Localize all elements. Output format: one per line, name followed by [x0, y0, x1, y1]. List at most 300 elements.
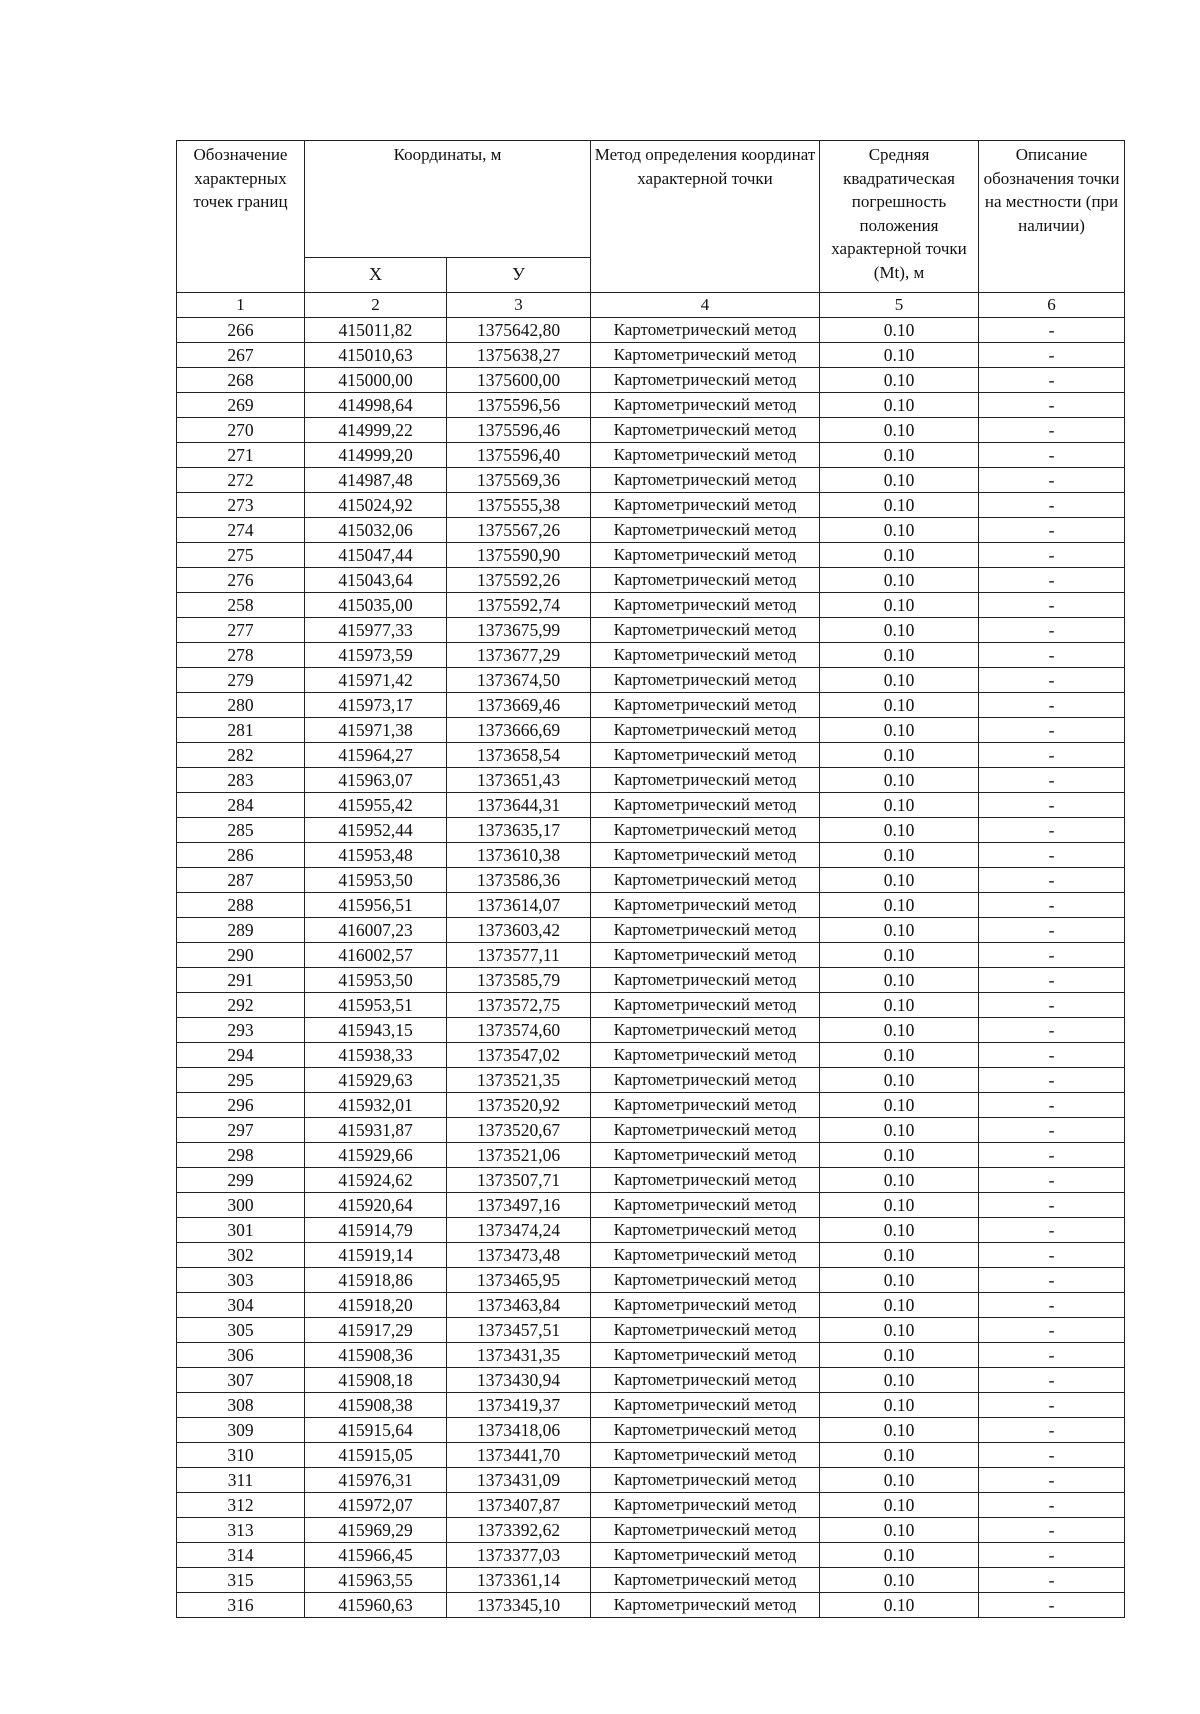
point-number-cell: 285 [177, 818, 305, 843]
table-row [177, 1068, 1125, 1093]
description-cell: - [979, 893, 1125, 918]
error-cell: 0.10 [820, 918, 979, 943]
error-cell: 0.10 [820, 1393, 979, 1418]
method-cell: Картометрический метод [591, 718, 820, 743]
table-row [177, 343, 1125, 368]
error-cell: 0.10 [820, 743, 979, 768]
point-number-cell: 277 [177, 618, 305, 643]
method-cell: Картометрический метод [591, 643, 820, 668]
table-row [177, 1218, 1125, 1243]
description-cell: - [979, 343, 1125, 368]
x-coordinate-cell: 415917,29 [305, 1318, 447, 1343]
description-cell: - [979, 1193, 1125, 1218]
x-coordinate-cell: 414999,22 [305, 418, 447, 443]
error-cell: 0.10 [820, 1168, 979, 1193]
point-number-cell: 276 [177, 568, 305, 593]
point-number-cell: 282 [177, 743, 305, 768]
y-coordinate-cell: 1373603,42 [447, 918, 591, 943]
point-number-cell: 308 [177, 1393, 305, 1418]
y-coordinate-cell: 1373521,35 [447, 1068, 591, 1093]
point-number-cell: 286 [177, 843, 305, 868]
table-row [177, 868, 1125, 893]
description-cell: - [979, 543, 1125, 568]
y-coordinate-cell: 1373586,36 [447, 868, 591, 893]
table-row [177, 543, 1125, 568]
x-coordinate-cell: 414998,64 [305, 393, 447, 418]
method-cell: Картометрический метод [591, 1018, 820, 1043]
description-cell: - [979, 1418, 1125, 1443]
method-cell: Картометрический метод [591, 668, 820, 693]
x-coordinate-cell: 415914,79 [305, 1218, 447, 1243]
description-cell: - [979, 968, 1125, 993]
y-coordinate-cell: 1373547,02 [447, 1043, 591, 1068]
x-coordinate-cell: 415953,48 [305, 843, 447, 868]
description-cell: - [979, 643, 1125, 668]
y-coordinate-cell: 1375596,56 [447, 393, 591, 418]
error-cell: 0.10 [820, 668, 979, 693]
point-number-cell: 316 [177, 1593, 305, 1618]
description-cell: - [979, 1168, 1125, 1193]
y-coordinate-cell: 1373361,14 [447, 1568, 591, 1593]
y-coordinate-cell: 1373407,87 [447, 1493, 591, 1518]
y-coordinate-cell: 1373418,06 [447, 1418, 591, 1443]
y-coordinate-cell: 1373465,95 [447, 1268, 591, 1293]
method-cell: Картометрический метод [591, 1293, 820, 1318]
description-cell: - [979, 693, 1125, 718]
y-coordinate-cell: 1375592,26 [447, 568, 591, 593]
table-row [177, 968, 1125, 993]
description-cell: - [979, 1043, 1125, 1068]
point-number-cell: 311 [177, 1468, 305, 1493]
method-cell: Картометрический метод [591, 1543, 820, 1568]
point-number-cell: 258 [177, 593, 305, 618]
x-coordinate-cell: 415908,18 [305, 1368, 447, 1393]
table-row [177, 618, 1125, 643]
point-number-cell: 290 [177, 943, 305, 968]
method-cell: Картометрический метод [591, 1468, 820, 1493]
y-coordinate-cell: 1373474,24 [447, 1218, 591, 1243]
description-cell: - [979, 1218, 1125, 1243]
x-coordinate-cell: 414999,20 [305, 443, 447, 468]
method-cell: Картометрический метод [591, 393, 820, 418]
point-number-cell: 272 [177, 468, 305, 493]
description-cell: - [979, 518, 1125, 543]
error-cell: 0.10 [820, 393, 979, 418]
table-row [177, 1368, 1125, 1393]
description-cell: - [979, 1568, 1125, 1593]
description-cell: - [979, 818, 1125, 843]
description-cell: - [979, 443, 1125, 468]
method-cell: Картометрический метод [591, 343, 820, 368]
method-cell: Картометрический метод [591, 743, 820, 768]
table-row [177, 1393, 1125, 1418]
description-cell: - [979, 743, 1125, 768]
method-cell: Картометрический метод [591, 568, 820, 593]
error-cell: 0.10 [820, 793, 979, 818]
y-coordinate-cell: 1373520,67 [447, 1118, 591, 1143]
point-number-cell: 315 [177, 1568, 305, 1593]
description-cell: - [979, 1543, 1125, 1568]
method-cell: Картометрический метод [591, 1243, 820, 1268]
point-number-cell: 309 [177, 1418, 305, 1443]
method-cell: Картометрический метод [591, 1493, 820, 1518]
column-number: 6 [979, 293, 1125, 318]
y-coordinate-cell: 1375596,46 [447, 418, 591, 443]
error-cell: 0.10 [820, 1593, 979, 1618]
description-cell: - [979, 993, 1125, 1018]
table-row [177, 593, 1125, 618]
point-number-cell: 266 [177, 318, 305, 343]
point-number-cell: 289 [177, 918, 305, 943]
error-cell: 0.10 [820, 1318, 979, 1343]
y-coordinate-cell: 1373473,48 [447, 1243, 591, 1268]
table-row [177, 893, 1125, 918]
error-cell: 0.10 [820, 518, 979, 543]
y-coordinate-cell: 1375590,90 [447, 543, 591, 568]
y-coordinate-cell: 1375592,74 [447, 593, 591, 618]
point-number-cell: 293 [177, 1018, 305, 1043]
description-cell: - [979, 368, 1125, 393]
point-number-cell: 303 [177, 1268, 305, 1293]
y-coordinate-cell: 1373431,09 [447, 1468, 591, 1493]
x-coordinate-cell: 415971,42 [305, 668, 447, 693]
table-row [177, 1093, 1125, 1118]
description-cell: - [979, 1268, 1125, 1293]
x-coordinate-cell: 415929,66 [305, 1143, 447, 1168]
point-number-cell: 313 [177, 1518, 305, 1543]
x-coordinate-cell: 415960,63 [305, 1593, 447, 1618]
point-number-cell: 271 [177, 443, 305, 468]
description-cell: - [979, 393, 1125, 418]
error-cell: 0.10 [820, 1493, 979, 1518]
x-coordinate-cell: 415977,33 [305, 618, 447, 643]
table-row [177, 793, 1125, 818]
table-row [177, 1593, 1125, 1618]
point-number-cell: 306 [177, 1343, 305, 1368]
description-cell: - [979, 1368, 1125, 1393]
method-cell: Картометрический метод [591, 1168, 820, 1193]
error-cell: 0.10 [820, 493, 979, 518]
x-coordinate-cell: 415011,82 [305, 318, 447, 343]
description-cell: - [979, 568, 1125, 593]
x-coordinate-cell: 415908,36 [305, 1343, 447, 1368]
error-cell: 0.10 [820, 443, 979, 468]
table-row [177, 1418, 1125, 1443]
y-coordinate-cell: 1373658,54 [447, 743, 591, 768]
point-number-cell: 288 [177, 893, 305, 918]
method-cell: Картометрический метод [591, 368, 820, 393]
table-row [177, 1043, 1125, 1068]
table-row [177, 1468, 1125, 1493]
y-coordinate-cell: 1375569,36 [447, 468, 591, 493]
x-coordinate-cell: 415943,15 [305, 1018, 447, 1043]
column-numbers-row [177, 293, 1125, 318]
error-cell: 0.10 [820, 1118, 979, 1143]
y-coordinate-cell: 1373572,75 [447, 993, 591, 1018]
x-coordinate-cell: 415924,62 [305, 1168, 447, 1193]
method-cell: Картометрический метод [591, 1043, 820, 1068]
x-coordinate-cell: 415918,20 [305, 1293, 447, 1318]
table-row [177, 643, 1125, 668]
table-row [177, 1568, 1125, 1593]
table-row [177, 743, 1125, 768]
point-number-cell: 270 [177, 418, 305, 443]
error-cell: 0.10 [820, 1018, 979, 1043]
description-cell: - [979, 868, 1125, 893]
method-cell: Картометрический метод [591, 518, 820, 543]
description-cell: - [979, 1518, 1125, 1543]
method-cell: Картометрический метод [591, 468, 820, 493]
point-number-cell: 274 [177, 518, 305, 543]
boundary-points-table [176, 140, 1125, 1618]
error-cell: 0.10 [820, 1243, 979, 1268]
error-cell: 0.10 [820, 1293, 979, 1318]
y-coordinate-cell: 1373345,10 [447, 1593, 591, 1618]
table-row [177, 368, 1125, 393]
y-coordinate-cell: 1373431,35 [447, 1343, 591, 1368]
method-cell: Картометрический метод [591, 318, 820, 343]
point-number-cell: 302 [177, 1243, 305, 1268]
error-cell: 0.10 [820, 1193, 979, 1218]
point-number-cell: 295 [177, 1068, 305, 1093]
x-coordinate-cell: 415966,45 [305, 1543, 447, 1568]
description-cell: - [979, 593, 1125, 618]
error-cell: 0.10 [820, 868, 979, 893]
x-coordinate-cell: 415043,64 [305, 568, 447, 593]
y-coordinate-cell: 1375638,27 [447, 343, 591, 368]
table-row [177, 1318, 1125, 1343]
x-coordinate-cell: 415929,63 [305, 1068, 447, 1093]
x-coordinate-cell: 415963,55 [305, 1568, 447, 1593]
error-cell: 0.10 [820, 318, 979, 343]
point-number-cell: 299 [177, 1168, 305, 1193]
error-cell: 0.10 [820, 1468, 979, 1493]
table-row [177, 418, 1125, 443]
error-cell: 0.10 [820, 1218, 979, 1243]
description-cell: - [979, 1393, 1125, 1418]
table-row [177, 1493, 1125, 1518]
description-cell: - [979, 1493, 1125, 1518]
y-coordinate-cell: 1373674,50 [447, 668, 591, 693]
x-coordinate-cell: 415000,00 [305, 368, 447, 393]
method-cell: Картометрический метод [591, 943, 820, 968]
y-coordinate-cell: 1373392,62 [447, 1518, 591, 1543]
method-cell: Картометрический метод [591, 1368, 820, 1393]
y-coordinate-cell: 1373614,07 [447, 893, 591, 918]
header-method: Метод определения координат характерной точки [591, 141, 820, 293]
method-cell: Картометрический метод [591, 1268, 820, 1293]
table-row [177, 1543, 1125, 1568]
table-row [177, 1243, 1125, 1268]
description-cell: - [979, 1443, 1125, 1468]
point-number-cell: 298 [177, 1143, 305, 1168]
column-number: 4 [591, 293, 820, 318]
y-coordinate-cell: 1373574,60 [447, 1018, 591, 1043]
point-number-cell: 297 [177, 1118, 305, 1143]
description-cell: - [979, 1468, 1125, 1493]
point-number-cell: 314 [177, 1543, 305, 1568]
method-cell: Картометрический метод [591, 1068, 820, 1093]
table-row [177, 468, 1125, 493]
description-cell: - [979, 1243, 1125, 1268]
x-coordinate-cell: 415964,27 [305, 743, 447, 768]
description-cell: - [979, 793, 1125, 818]
y-coordinate-cell: 1373610,38 [447, 843, 591, 868]
method-cell: Картометрический метод [591, 768, 820, 793]
method-cell: Картометрический метод [591, 1118, 820, 1143]
table-row [177, 493, 1125, 518]
y-coordinate-cell: 1373521,06 [447, 1143, 591, 1168]
method-cell: Картометрический метод [591, 843, 820, 868]
description-cell: - [979, 1343, 1125, 1368]
x-coordinate-cell: 415956,51 [305, 893, 447, 918]
table-row [177, 443, 1125, 468]
table-row [177, 668, 1125, 693]
header-point-designation: Обозначение характерных точек границ [177, 141, 305, 293]
x-coordinate-cell: 415024,92 [305, 493, 447, 518]
x-coordinate-cell: 415969,29 [305, 1518, 447, 1543]
table-row [177, 718, 1125, 743]
error-cell: 0.10 [820, 1568, 979, 1593]
point-number-cell: 275 [177, 543, 305, 568]
x-coordinate-cell: 415047,44 [305, 543, 447, 568]
header-mean-square-error: Средняя квадратическая погрешность положения характерной точки (Mt), м [820, 141, 979, 293]
y-coordinate-cell: 1373497,16 [447, 1193, 591, 1218]
error-cell: 0.10 [820, 768, 979, 793]
x-coordinate-cell: 415915,64 [305, 1418, 447, 1443]
x-coordinate-cell: 415952,44 [305, 818, 447, 843]
y-coordinate-cell: 1375596,40 [447, 443, 591, 468]
description-cell: - [979, 1118, 1125, 1143]
description-cell: - [979, 718, 1125, 743]
x-coordinate-cell: 415938,33 [305, 1043, 447, 1068]
x-coordinate-cell: 415972,07 [305, 1493, 447, 1518]
description-cell: - [979, 618, 1125, 643]
x-coordinate-cell: 415973,17 [305, 693, 447, 718]
error-cell: 0.10 [820, 593, 979, 618]
description-cell: - [979, 843, 1125, 868]
method-cell: Картометрический метод [591, 968, 820, 993]
description-cell: - [979, 918, 1125, 943]
error-cell: 0.10 [820, 1543, 979, 1568]
point-number-cell: 301 [177, 1218, 305, 1243]
x-coordinate-cell: 416002,57 [305, 943, 447, 968]
y-coordinate-cell: 1373666,69 [447, 718, 591, 743]
error-cell: 0.10 [820, 943, 979, 968]
y-coordinate-cell: 1375642,80 [447, 318, 591, 343]
table-row [177, 993, 1125, 1018]
error-cell: 0.10 [820, 1418, 979, 1443]
x-coordinate-cell: 415932,01 [305, 1093, 447, 1118]
point-number-cell: 280 [177, 693, 305, 718]
table-row [177, 943, 1125, 968]
method-cell: Картометрический метод [591, 1593, 820, 1618]
method-cell: Картометрический метод [591, 793, 820, 818]
point-number-cell: 296 [177, 1093, 305, 1118]
table-row [177, 318, 1125, 343]
point-number-cell: 284 [177, 793, 305, 818]
error-cell: 0.10 [820, 643, 979, 668]
method-cell: Картометрический метод [591, 593, 820, 618]
error-cell: 0.10 [820, 818, 979, 843]
method-cell: Картометрический метод [591, 418, 820, 443]
description-cell: - [979, 1018, 1125, 1043]
table-row [177, 1118, 1125, 1143]
error-cell: 0.10 [820, 843, 979, 868]
point-number-cell: 281 [177, 718, 305, 743]
error-cell: 0.10 [820, 568, 979, 593]
x-coordinate-cell: 415973,59 [305, 643, 447, 668]
y-coordinate-cell: 1373677,29 [447, 643, 591, 668]
point-number-cell: 300 [177, 1193, 305, 1218]
table-row [177, 768, 1125, 793]
y-coordinate-cell: 1373577,11 [447, 943, 591, 968]
error-cell: 0.10 [820, 618, 979, 643]
description-cell: - [979, 1093, 1125, 1118]
description-cell: - [979, 1318, 1125, 1343]
x-coordinate-cell: 415915,05 [305, 1443, 447, 1468]
description-cell: - [979, 1593, 1125, 1618]
table-row [177, 1193, 1125, 1218]
point-number-cell: 310 [177, 1443, 305, 1468]
y-coordinate-cell: 1375555,38 [447, 493, 591, 518]
error-cell: 0.10 [820, 418, 979, 443]
point-number-cell: 291 [177, 968, 305, 993]
description-cell: - [979, 1293, 1125, 1318]
y-coordinate-cell: 1373377,03 [447, 1543, 591, 1568]
point-number-cell: 292 [177, 993, 305, 1018]
method-cell: Картометрический метод [591, 1193, 820, 1218]
y-coordinate-cell: 1373651,43 [447, 768, 591, 793]
method-cell: Картометрический метод [591, 1443, 820, 1468]
error-cell: 0.10 [820, 693, 979, 718]
table-row [177, 1343, 1125, 1368]
error-cell: 0.10 [820, 543, 979, 568]
header-point-description: Описание обозначения точки на местности (при наличии) [979, 141, 1125, 293]
error-cell: 0.10 [820, 1043, 979, 1068]
description-cell: - [979, 418, 1125, 443]
description-cell: - [979, 318, 1125, 343]
x-coordinate-cell: 415908,38 [305, 1393, 447, 1418]
table-header [177, 141, 1125, 318]
y-coordinate-cell: 1373520,92 [447, 1093, 591, 1118]
table-row [177, 1268, 1125, 1293]
header-coordinates: Координаты, м [305, 141, 591, 258]
error-cell: 0.10 [820, 1368, 979, 1393]
table-row [177, 1168, 1125, 1193]
method-cell: Картометрический метод [591, 818, 820, 843]
table-body [177, 318, 1125, 1618]
y-coordinate-cell: 1373635,17 [447, 818, 591, 843]
x-coordinate-cell: 415010,63 [305, 343, 447, 368]
description-cell: - [979, 668, 1125, 693]
y-coordinate-cell: 1373675,99 [447, 618, 591, 643]
method-cell: Картометрический метод [591, 868, 820, 893]
x-coordinate-cell: 415971,38 [305, 718, 447, 743]
table-row [177, 1018, 1125, 1043]
column-number: 1 [177, 293, 305, 318]
description-cell: - [979, 1068, 1125, 1093]
point-number-cell: 307 [177, 1368, 305, 1393]
method-cell: Картометрический метод [591, 543, 820, 568]
table-row [177, 568, 1125, 593]
y-coordinate-cell: 1373441,70 [447, 1443, 591, 1468]
method-cell: Картометрический метод [591, 893, 820, 918]
x-coordinate-cell: 415955,42 [305, 793, 447, 818]
y-coordinate-cell: 1373669,46 [447, 693, 591, 718]
table-row [177, 843, 1125, 868]
y-coordinate-cell: 1375567,26 [447, 518, 591, 543]
